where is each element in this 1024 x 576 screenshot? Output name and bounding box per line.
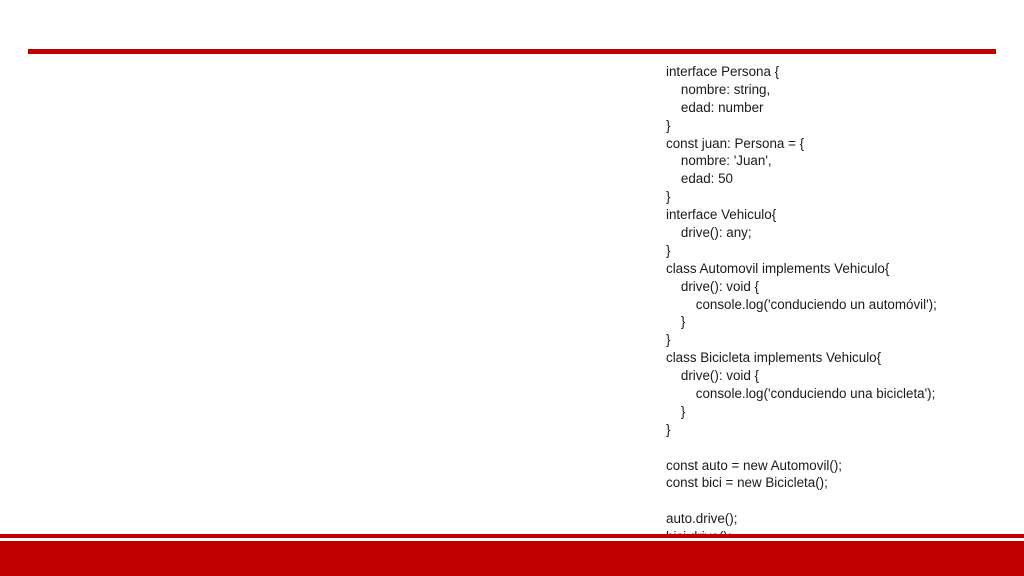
code-line: drive(): any; xyxy=(666,225,752,241)
code-line: edad: 50 xyxy=(666,171,734,187)
code-line: class Bicicleta implements Vehiculo{ xyxy=(666,350,882,366)
code-line xyxy=(666,492,1006,510)
code-line: drive(): void { xyxy=(666,278,760,294)
code-line: } xyxy=(666,242,671,258)
code-line: interface Vehiculo{ xyxy=(666,207,777,223)
code-line: nombre: 'Juan', xyxy=(666,153,772,169)
code-line: interface Persona { xyxy=(666,64,780,79)
code-line: const auto = new Automovil(); xyxy=(666,457,843,473)
code-line: nombre: string, xyxy=(666,81,771,97)
bottom-footer-band xyxy=(0,541,1024,576)
code-line: auto.drive(); xyxy=(666,511,738,527)
code-line: edad: number xyxy=(666,99,764,115)
code-line: } xyxy=(666,332,671,348)
code-line: drive(): void { xyxy=(666,368,760,384)
code-line: } xyxy=(666,314,686,330)
code-line: const juan: Persona = { xyxy=(666,135,805,151)
code-line: const bici = new Bicicleta(); xyxy=(666,475,828,491)
code-line: } xyxy=(666,421,671,437)
code-line: console.log('conduciendo una bicicleta'); xyxy=(666,386,936,402)
code-line: class Automovil implements Vehiculo{ xyxy=(666,260,890,276)
code-block xyxy=(666,63,1006,546)
code-line: } xyxy=(666,117,671,133)
code-line: } xyxy=(666,403,686,419)
top-accent-bar xyxy=(28,49,996,54)
code-line: console.log('conduciendo un automóvil'); xyxy=(666,296,937,312)
code-line: } xyxy=(666,189,671,205)
code-line xyxy=(666,439,1006,457)
